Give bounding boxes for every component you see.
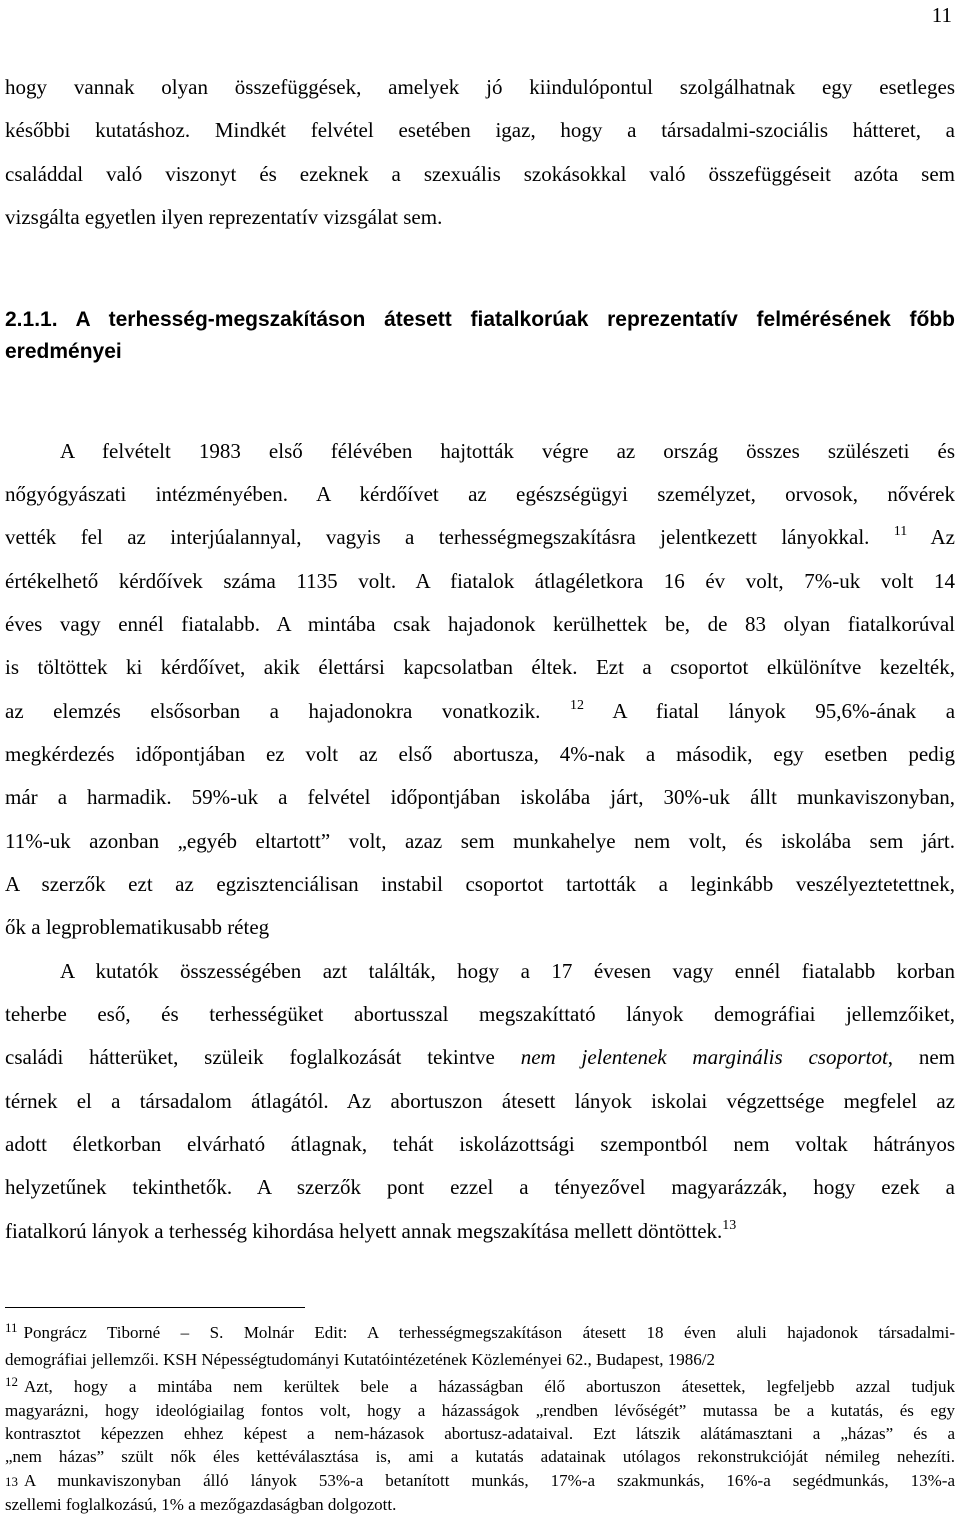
footnote-separator: [5, 1307, 305, 1308]
text-line: teherbe eső, és terhességüket abortusszal megszakíttató lányok demográfiai jellemzőiket,: [5, 1002, 955, 1026]
footnote-line: „nem házas” szült nők éles kettéválasztása is, ami a kutatás adatainak utólagos rekonstrukcióját némileg nehezíti.: [5, 1447, 955, 1466]
footnote-mark: 13: [5, 1474, 18, 1489]
text-line: hogy vannak olyan összefüggések, amelyek jó kiindulópontul szolgálhatnak egy esetleges: [5, 75, 955, 99]
heading-line: 2.1.1. A terhesség-megszakításon átesett fiatalkorúak reprezentatív felmérésének főbb: [5, 308, 955, 331]
footnote-mark: 11: [5, 1320, 18, 1335]
page-number: 11: [931, 3, 952, 27]
text-line: családdal való viszonyt és ezeknek a szexuális szokásokkal való összefüggéseit azóta sem: [5, 162, 955, 186]
text-line: is töltöttek ki kérdőívet, akik élettársi kapcsolatban éltek. Ezt a csoportot elkülönítve kezelték,: [5, 655, 955, 679]
text-span: , nem: [887, 1045, 956, 1069]
footnote-12: [5, 1376, 955, 1398]
footnote-ref-13: 13: [722, 1218, 737, 1233]
text-line: későbbi kutatáshoz. Mindkét felvétel esetében igaz, hogy a társadalmi-szociális hátteret, a: [5, 118, 955, 142]
text-line: [5, 1042, 955, 1072]
heading-line: eredményei: [5, 340, 122, 363]
text-span: az elemzés elsősorban a hajadonokra vonatkozik.: [5, 699, 541, 723]
footnote-mark: 12: [5, 1374, 18, 1389]
footnote-text: Pongrácz Tiborné – S. Molnár Edit: A terhességmegszakításon átesett 18 éven aluli hajadonok társadalmi-: [23, 1323, 955, 1342]
emphasis-text: nem jelentenek marginális csoportot: [520, 1045, 888, 1069]
footnote-line: kontrasztot képezzen ehhez képest a nem-házasok abortusz-adataival. Ezt látszik alátámasztani a „házas” és a: [5, 1424, 955, 1443]
text-line: A felvételt 1983 első félévében hajtották végre az ország összes szülészeti és: [60, 439, 955, 463]
footnote-13: [5, 1470, 955, 1492]
footnote-ref-11: 11: [893, 524, 908, 539]
text-line: A kutatók összességében azt találták, hogy a 17 évesen vagy ennél fiatalabb korban: [60, 959, 955, 983]
footnote-line: demográfiai jellemzői. KSH Népességtudományi Kutatóintézetének Közleményei 62., Budapest, 1986/2: [5, 1350, 716, 1369]
footnote-text: A munkaviszonyban álló lányok 53%-a betanított munkás, 17%-a szakmunkás, 16%-a segédmunkás, 13%-a: [24, 1471, 955, 1490]
text-line: 11%-uk azonban „egyéb eltartott” volt, azaz sem munkahelye nem volt, és iskolába sem járt.: [5, 829, 955, 853]
footnote-line: szellemi foglalkozású, 1% a mezőgazdaságban dolgozott.: [5, 1495, 397, 1514]
text-span: vették fel az interjúalannyal, vagyis a terhességmegszakításra jelentkezett lányokkal.: [5, 525, 870, 549]
text-line: térnek el a társadalom átlagától. Az abortuszon átesett lányok iskolai végzettsége megfelel az: [5, 1089, 955, 1113]
text-span: Az: [930, 525, 956, 549]
text-line: [5, 696, 955, 726]
text-span: családi hátterüket, szüleik foglalkozását tekintve: [5, 1045, 495, 1069]
text-line: helyzetűnek tekinthetők. A szerzők pont ezzel a tényezővel magyarázzák, hogy ezek a: [5, 1175, 955, 1199]
text-line: éves vagy ennél fiatalabb. A mintába csak hajadonok kerülhettek be, de 83 olyan fiatalkorúval: [5, 612, 955, 636]
text-span: fiatalkorú lányok a terhesség kihordása helyett annak megszakítása mellett döntöttek.: [5, 1219, 723, 1243]
footnote-11: [5, 1322, 955, 1344]
text-line: nőgyógyászati intézményében. A kérdőívet az egészségügyi személyzet, orvosok, nővérek: [5, 482, 955, 506]
text-line: [5, 1216, 955, 1246]
text-line: ők a legproblematikusabb réteg: [5, 915, 270, 939]
text-line: megkérdezés időpontjában ez volt az első abortusza, 4%-nak a második, egy esetben pedig: [5, 742, 955, 766]
text-line: A szerzők ezt az egzisztenciálisan instabil csoportot tartották a leginkább veszélyeztetettnek,: [5, 872, 955, 896]
text-line: már a harmadik. 59%-uk a felvétel időpontjában iskolába járt, 30%-uk állt munkaviszonyban,: [5, 785, 955, 809]
text-span: A fiatal lányok 95,6%-ának a: [612, 699, 956, 723]
text-line: adott életkorban elvárható átlagnak, tehát iskolázottsági szempontból nem voltak hátrányos: [5, 1132, 955, 1156]
footnote-text: Azt, hogy a mintába nem kerültek bele a házasságban élő abortuszon átesettek, legfeljebb azzal tudjuk: [24, 1377, 955, 1396]
text-line: vizsgálta egyetlen ilyen reprezentatív vizsgálat sem.: [5, 205, 443, 229]
footnote-line: magyarázni, hogy ideológiailag fontos volt, hogy a házasságok „rendben lévőségét” mutassa be a kutatás, és egy: [5, 1401, 955, 1420]
text-line: [5, 522, 955, 552]
footnote-ref-12: 12: [569, 698, 584, 713]
text-line: értékelhető kérdőívek száma 1135 volt. A fiatalok átlagéletkora 16 év volt, 7%-uk volt 14: [5, 569, 955, 593]
